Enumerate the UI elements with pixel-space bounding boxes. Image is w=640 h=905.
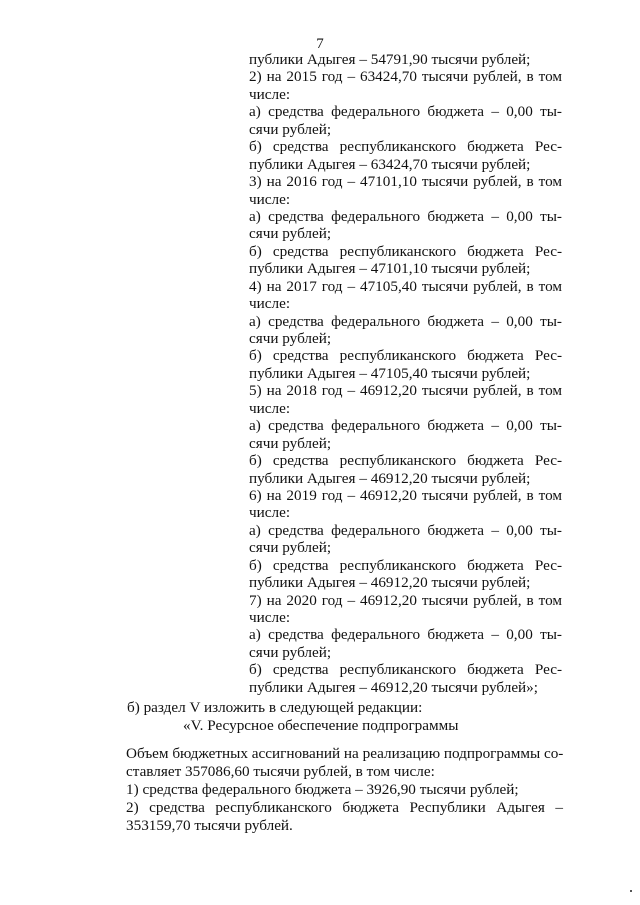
text-line: публики Адыгея – 54791,90 тысячи рублей; (249, 51, 531, 68)
text-line: публики Адыгея – 63424,70 тысячи рублей; (249, 155, 531, 173)
budget-column (249, 51, 562, 696)
text-line: сячи рублей; (249, 120, 332, 138)
text-line: 2) средства республиканского бюджета Республики Адыгея – (126, 799, 563, 816)
text-line: а) средства федерального бюджета – 0,00 ты- (249, 103, 562, 121)
text-line: сячи рублей; (249, 225, 332, 243)
text-line: публики Адыгея – 46912,20 тысячи рублей»; (249, 678, 538, 696)
text-line: сячи рублей; (249, 330, 332, 347)
text-line: 4) на 2017 год – 47105,40 тысячи рублей, в том (249, 277, 562, 295)
text-line: числе: (249, 295, 291, 313)
text-line: а) средства федерального бюджета – 0,00 ты- (249, 312, 562, 330)
text-line: 3) на 2016 год – 47101,10 тысячи рублей, в том (249, 173, 562, 191)
text-line: сячи рублей; (249, 539, 332, 557)
text-line: б) средства республиканского бюджета Рес- (249, 452, 562, 470)
text-line: б) средства республиканского бюджета Рес- (249, 138, 562, 156)
text-line: б) средства республиканского бюджета Рес- (249, 347, 562, 365)
final-paragraph (126, 745, 563, 835)
text-line: а) средства федерального бюджета – 0,00 ты- (249, 521, 562, 539)
text-line: сячи рублей; (249, 643, 332, 661)
scan-speck (630, 890, 632, 892)
page-number: 7 (316, 36, 324, 52)
text-line: 7) на 2020 год – 46912,20 тысячи рублей, в том (249, 591, 562, 609)
text-line: публики Адыгея – 46912,20 тысячи рублей; (249, 469, 531, 487)
text-line: а) средства федерального бюджета – 0,00 ты- (249, 626, 562, 644)
text-line: Объем бюджетных ассигнований на реализацию подпрограммы со- (126, 745, 564, 762)
text-line: числе: (249, 609, 291, 626)
text-line: б) средства республиканского бюджета Рес- (249, 661, 562, 679)
text-line: числе: (249, 190, 291, 208)
text-line: 6) на 2019 год – 46912,20 тысячи рублей, в том (249, 486, 562, 504)
text-line: ставляет 357086,60 тысячи рублей, в том числе: (126, 763, 435, 780)
text-line: 2) на 2015 год – 63424,70 тысячи рублей, в том (249, 68, 562, 86)
text-line: а) средства федерального бюджета – 0,00 ты- (249, 207, 562, 225)
text-line: числе: (249, 85, 291, 103)
text-line: б) средства республиканского бюджета Рес- (249, 242, 562, 260)
text-line: числе: (249, 504, 291, 522)
section-instruction: б) раздел V изложить в следующей редакции: (127, 699, 423, 716)
text-line: 5) на 2018 год – 46912,20 тысячи рублей, в том (249, 382, 562, 400)
text-line: а) средства федерального бюджета – 0,00 ты- (249, 417, 562, 435)
text-line: публики Адыгея – 47105,40 тысячи рублей; (249, 364, 531, 382)
text-line: б) средства республиканского бюджета Рес- (249, 556, 562, 574)
text-line: сячи рублей; (249, 434, 332, 452)
text-line: публики Адыгея – 46912,20 тысячи рублей; (249, 574, 531, 592)
text-line: 1) средства федерального бюджета – 3926,90 тысячи рублей; (126, 781, 519, 798)
text-line: публики Адыгея – 47101,10 тысячи рублей; (249, 260, 531, 278)
section-title: «V. Ресурсное обеспечение подпрограммы (183, 717, 459, 734)
text-line: числе: (249, 399, 291, 417)
text-line: 353159,70 тысячи рублей. (126, 817, 293, 834)
